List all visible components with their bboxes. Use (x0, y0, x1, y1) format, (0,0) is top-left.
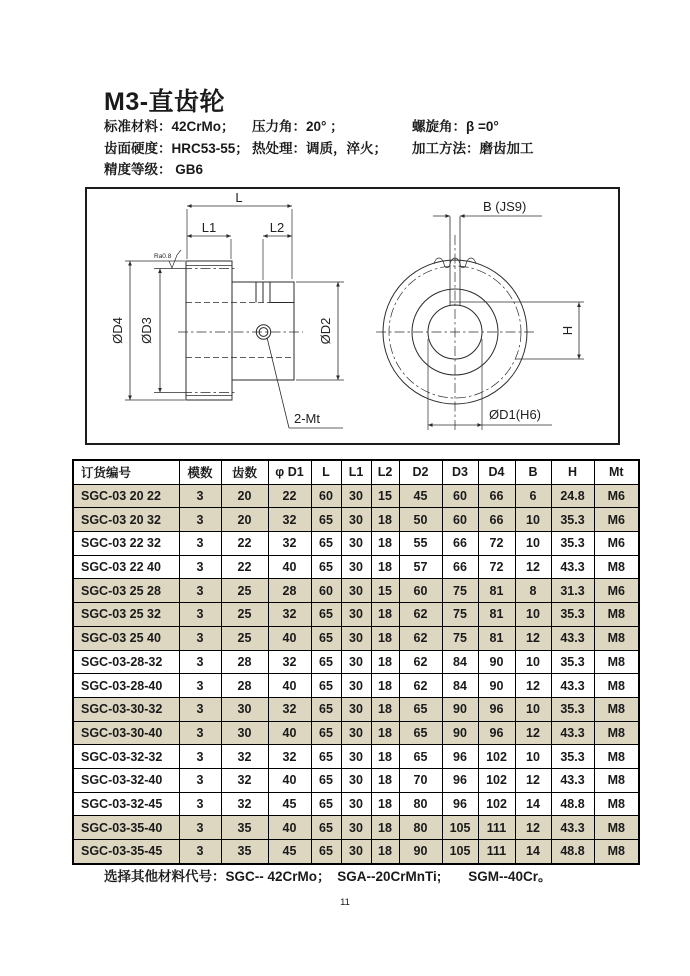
value-cell: 96 (442, 768, 478, 792)
value-cell: 55 (399, 532, 442, 556)
spec-row (104, 138, 534, 160)
value-cell: 60 (399, 579, 442, 603)
value-cell: 30 (341, 579, 371, 603)
table-row (73, 697, 639, 721)
front-view-dimensions (428, 199, 584, 430)
value-cell: 18 (371, 768, 399, 792)
page-title: M3-直齿轮 (104, 88, 226, 116)
value-cell: 35 (221, 840, 268, 864)
order-code-cell: SGC-03 20 22 (73, 484, 179, 508)
table-row (73, 745, 639, 769)
value-cell: 10 (515, 650, 551, 674)
column-header: H (551, 460, 594, 484)
value-cell: 65 (311, 555, 341, 579)
value-cell: 65 (311, 721, 341, 745)
table-row (73, 768, 639, 792)
value-cell: 25 (221, 603, 268, 627)
value-cell: M8 (594, 697, 639, 721)
value-cell: M8 (594, 603, 639, 627)
value-cell: M6 (594, 508, 639, 532)
dim-label-D3: ØD3 (139, 317, 154, 344)
order-code-cell: SGC-03-30-40 (73, 721, 179, 745)
value-cell: 18 (371, 840, 399, 864)
value-cell: 80 (399, 816, 442, 840)
value-cell: 48.8 (551, 840, 594, 864)
gear-drawing (87, 189, 618, 443)
value-cell: 65 (311, 816, 341, 840)
value-cell: 3 (179, 579, 221, 603)
value-cell: 32 (221, 792, 268, 816)
order-code-cell: SGC-03 22 32 (73, 532, 179, 556)
value-cell: 18 (371, 603, 399, 627)
value-cell: 14 (515, 840, 551, 864)
value-cell: 30 (341, 721, 371, 745)
order-code-cell: SGC-03 25 40 (73, 626, 179, 650)
value-cell: 18 (371, 697, 399, 721)
value-cell: 48.8 (551, 792, 594, 816)
value-cell: M6 (594, 579, 639, 603)
value-cell: 65 (311, 792, 341, 816)
value-cell: 35.3 (551, 650, 594, 674)
dim-label-D1: ØD1(H6) (489, 407, 542, 422)
value-cell: 111 (478, 840, 515, 864)
surface-finish-label: Ra0.8 (154, 253, 172, 260)
value-cell: 65 (399, 697, 442, 721)
value-cell: M8 (594, 792, 639, 816)
table-row (73, 484, 639, 508)
value-cell: 96 (478, 697, 515, 721)
value-cell: 90 (442, 721, 478, 745)
column-header: D2 (399, 460, 442, 484)
column-header: D3 (442, 460, 478, 484)
value-cell: 66 (442, 555, 478, 579)
column-header: L2 (371, 460, 399, 484)
value-cell: 105 (442, 816, 478, 840)
value-cell: 75 (442, 626, 478, 650)
value-cell: 70 (399, 768, 442, 792)
value-cell: 96 (442, 745, 478, 769)
value-cell: 60 (442, 508, 478, 532)
value-cell: M8 (594, 721, 639, 745)
spec-hardness: 齿面硬度：HRC53-55； (104, 140, 249, 156)
table-row (73, 792, 639, 816)
order-code-cell: SGC-03-35-40 (73, 816, 179, 840)
value-cell: 90 (478, 674, 515, 698)
value-cell: 65 (399, 745, 442, 769)
spec-precision-grade: 精度等级： GB6 (104, 162, 204, 177)
value-cell: 66 (442, 532, 478, 556)
value-cell: 18 (371, 532, 399, 556)
value-cell: 96 (478, 721, 515, 745)
table-row (73, 840, 639, 864)
value-cell: 10 (515, 508, 551, 532)
table-row (73, 555, 639, 579)
order-code-cell: SGC-03 25 32 (73, 603, 179, 627)
value-cell: 57 (399, 555, 442, 579)
value-cell: 30 (341, 745, 371, 769)
value-cell: 66 (478, 508, 515, 532)
value-cell: 90 (478, 650, 515, 674)
page-number: 11 (340, 897, 350, 908)
value-cell: 60 (442, 484, 478, 508)
table-row (73, 579, 639, 603)
value-cell: 35.3 (551, 532, 594, 556)
value-cell: 18 (371, 792, 399, 816)
value-cell: M6 (594, 532, 639, 556)
value-cell: 28 (221, 674, 268, 698)
dim-label-L2: L2 (269, 220, 285, 235)
value-cell: 102 (478, 792, 515, 816)
value-cell: 43.3 (551, 674, 594, 698)
value-cell: 18 (371, 555, 399, 579)
value-cell: 105 (442, 840, 478, 864)
table-row (73, 721, 639, 745)
order-code-cell: SGC-03-28-32 (73, 650, 179, 674)
spec-heat-treatment: 热处理：调质，淬火； (252, 140, 387, 156)
value-cell: 18 (371, 626, 399, 650)
value-cell: 75 (442, 603, 478, 627)
value-cell: 18 (371, 650, 399, 674)
value-cell: 10 (515, 532, 551, 556)
table-row (73, 650, 639, 674)
column-header: 订货编号 (73, 460, 179, 484)
order-code-cell: SGC-03-32-32 (73, 745, 179, 769)
value-cell: 3 (179, 768, 221, 792)
value-cell: 10 (515, 697, 551, 721)
value-cell: 30 (341, 650, 371, 674)
value-cell: 3 (179, 603, 221, 627)
value-cell: M8 (594, 816, 639, 840)
dim-label-H: H (560, 325, 575, 336)
value-cell: 30 (341, 697, 371, 721)
value-cell: 22 (221, 555, 268, 579)
dim-label-L: L (235, 190, 243, 205)
value-cell: 32 (268, 745, 311, 769)
column-header: L1 (341, 460, 371, 484)
value-cell: 43.3 (551, 555, 594, 579)
value-cell: 62 (399, 674, 442, 698)
value-cell: 43.3 (551, 816, 594, 840)
value-cell: 65 (399, 721, 442, 745)
value-cell: 32 (221, 745, 268, 769)
value-cell: 10 (515, 745, 551, 769)
value-cell: 75 (442, 579, 478, 603)
value-cell: 30 (341, 532, 371, 556)
value-cell: 30 (221, 697, 268, 721)
value-cell: 18 (371, 508, 399, 532)
value-cell: 30 (341, 840, 371, 864)
value-cell: 65 (311, 768, 341, 792)
dim-label-D4: ØD4 (110, 317, 125, 344)
value-cell: 30 (341, 816, 371, 840)
value-cell: 40 (268, 816, 311, 840)
value-cell: 62 (399, 603, 442, 627)
technical-drawing-box (85, 187, 620, 445)
value-cell: 35 (221, 816, 268, 840)
value-cell: 102 (478, 745, 515, 769)
value-cell: 28 (268, 579, 311, 603)
value-cell: 81 (478, 603, 515, 627)
value-cell: 62 (399, 626, 442, 650)
value-cell: 22 (268, 484, 311, 508)
value-cell: 3 (179, 484, 221, 508)
spec-table-wrap (72, 459, 640, 865)
value-cell: 3 (179, 674, 221, 698)
spec-material: 标准材料：42CrMo； (104, 119, 235, 134)
value-cell: 32 (221, 768, 268, 792)
value-cell: 18 (371, 816, 399, 840)
value-cell: 3 (179, 745, 221, 769)
order-code-cell: SGC-03-32-45 (73, 792, 179, 816)
column-header: 齿数 (221, 460, 268, 484)
value-cell: 25 (221, 626, 268, 650)
value-cell: 84 (442, 650, 478, 674)
value-cell: 15 (371, 484, 399, 508)
column-header: D4 (478, 460, 515, 484)
dim-label-L1: L1 (201, 220, 217, 235)
value-cell: 18 (371, 745, 399, 769)
value-cell: 25 (221, 579, 268, 603)
value-cell: M6 (594, 484, 639, 508)
value-cell: 12 (515, 816, 551, 840)
value-cell: 35.3 (551, 508, 594, 532)
value-cell: 40 (268, 768, 311, 792)
value-cell: 3 (179, 555, 221, 579)
value-cell: 30 (341, 555, 371, 579)
value-cell: 12 (515, 768, 551, 792)
value-cell: 30 (341, 674, 371, 698)
spec-row (104, 159, 534, 181)
value-cell: 65 (311, 508, 341, 532)
value-cell: 35.3 (551, 603, 594, 627)
value-cell: 60 (311, 484, 341, 508)
value-cell: 45 (268, 840, 311, 864)
value-cell: 30 (221, 721, 268, 745)
value-cell: 65 (311, 650, 341, 674)
table-row (73, 626, 639, 650)
value-cell: M8 (594, 626, 639, 650)
value-cell: 18 (371, 721, 399, 745)
value-cell: 12 (515, 555, 551, 579)
value-cell: 14 (515, 792, 551, 816)
column-header: Mt (594, 460, 639, 484)
value-cell: 20 (221, 508, 268, 532)
value-cell: 30 (341, 792, 371, 816)
order-code-cell: SGC-03-32-40 (73, 768, 179, 792)
value-cell: 35.3 (551, 697, 594, 721)
value-cell: 32 (268, 532, 311, 556)
value-cell: M8 (594, 555, 639, 579)
table-row (73, 603, 639, 627)
value-cell: 3 (179, 816, 221, 840)
value-cell: 8 (515, 579, 551, 603)
value-cell: 84 (442, 674, 478, 698)
material-code-note: 选择其他材料代号：SGC-- 42CrMo； SGA--20CrMnTi; SGM--40Cr。 (104, 869, 552, 884)
value-cell: 60 (311, 579, 341, 603)
value-cell: 3 (179, 792, 221, 816)
value-cell: 96 (442, 792, 478, 816)
table-row (73, 508, 639, 532)
value-cell: 30 (341, 768, 371, 792)
column-header: B (515, 460, 551, 484)
side-view-dimensions (110, 190, 344, 426)
dim-label-2Mt: 2-Mt (294, 411, 320, 426)
value-cell: 30 (341, 508, 371, 532)
value-cell: 65 (311, 532, 341, 556)
value-cell: 3 (179, 721, 221, 745)
value-cell: 40 (268, 555, 311, 579)
table-header-row (73, 460, 639, 484)
value-cell: 72 (478, 555, 515, 579)
value-cell: 12 (515, 721, 551, 745)
value-cell: 65 (311, 745, 341, 769)
value-cell: 3 (179, 508, 221, 532)
value-cell: 32 (268, 697, 311, 721)
value-cell: M8 (594, 650, 639, 674)
value-cell: 65 (311, 603, 341, 627)
value-cell: 10 (515, 603, 551, 627)
value-cell: 32 (268, 603, 311, 627)
value-cell: 24.8 (551, 484, 594, 508)
column-header: 模数 (179, 460, 221, 484)
value-cell: 3 (179, 626, 221, 650)
order-code-cell: SGC-03-30-32 (73, 697, 179, 721)
value-cell: 50 (399, 508, 442, 532)
value-cell: 111 (478, 816, 515, 840)
value-cell: 18 (371, 674, 399, 698)
value-cell: 43.3 (551, 768, 594, 792)
front-view (376, 217, 534, 432)
value-cell: M8 (594, 840, 639, 864)
value-cell: 62 (399, 650, 442, 674)
value-cell: 12 (515, 674, 551, 698)
order-code-cell: SGC-03 22 40 (73, 555, 179, 579)
value-cell: 102 (478, 768, 515, 792)
value-cell: M8 (594, 674, 639, 698)
value-cell: 80 (399, 792, 442, 816)
value-cell: 3 (179, 840, 221, 864)
value-cell: 72 (478, 532, 515, 556)
dim-label-B: B (JS9) (483, 199, 527, 214)
value-cell: 43.3 (551, 626, 594, 650)
value-cell: 22 (221, 532, 268, 556)
value-cell: 43.3 (551, 721, 594, 745)
value-cell: 30 (341, 626, 371, 650)
value-cell: 3 (179, 697, 221, 721)
order-code-cell: SGC-03 20 32 (73, 508, 179, 532)
value-cell: 3 (179, 532, 221, 556)
value-cell: 32 (268, 650, 311, 674)
value-cell: 66 (478, 484, 515, 508)
value-cell: 40 (268, 674, 311, 698)
value-cell: 35.3 (551, 745, 594, 769)
spec-row (104, 116, 534, 138)
value-cell: 65 (311, 626, 341, 650)
value-cell: 65 (311, 674, 341, 698)
value-cell: 65 (311, 697, 341, 721)
value-cell: 15 (371, 579, 399, 603)
table-row (73, 816, 639, 840)
value-cell: 81 (478, 626, 515, 650)
value-cell: 3 (179, 650, 221, 674)
value-cell: 12 (515, 626, 551, 650)
table-row (73, 674, 639, 698)
spec-machining: 加工方法：磨齿加工 (412, 140, 534, 156)
value-cell: 40 (268, 721, 311, 745)
value-cell: M8 (594, 745, 639, 769)
value-cell: 31.3 (551, 579, 594, 603)
value-cell: 45 (268, 792, 311, 816)
value-cell: 32 (268, 508, 311, 532)
value-cell: 90 (399, 840, 442, 864)
value-cell: 40 (268, 626, 311, 650)
value-cell: 65 (311, 840, 341, 864)
order-code-cell: SGC-03-28-40 (73, 674, 179, 698)
value-cell: 90 (442, 697, 478, 721)
table-row (73, 532, 639, 556)
gear-spec-table (72, 459, 640, 865)
column-header: L (311, 460, 341, 484)
spec-pressure-angle: 压力角：20° ； (252, 119, 344, 134)
spec-helix-angle: 螺旋角：β =0° (412, 119, 499, 134)
spec-block (104, 116, 534, 181)
dim-label-D2: ØD2 (318, 317, 333, 345)
value-cell: M8 (594, 768, 639, 792)
column-header: φ D1 (268, 460, 311, 484)
order-code-cell: SGC-03 25 28 (73, 579, 179, 603)
value-cell: 81 (478, 579, 515, 603)
value-cell: 28 (221, 650, 268, 674)
value-cell: 6 (515, 484, 551, 508)
value-cell: 45 (399, 484, 442, 508)
value-cell: 30 (341, 603, 371, 627)
value-cell: 30 (341, 484, 371, 508)
order-code-cell: SGC-03-35-45 (73, 840, 179, 864)
value-cell: 20 (221, 484, 268, 508)
